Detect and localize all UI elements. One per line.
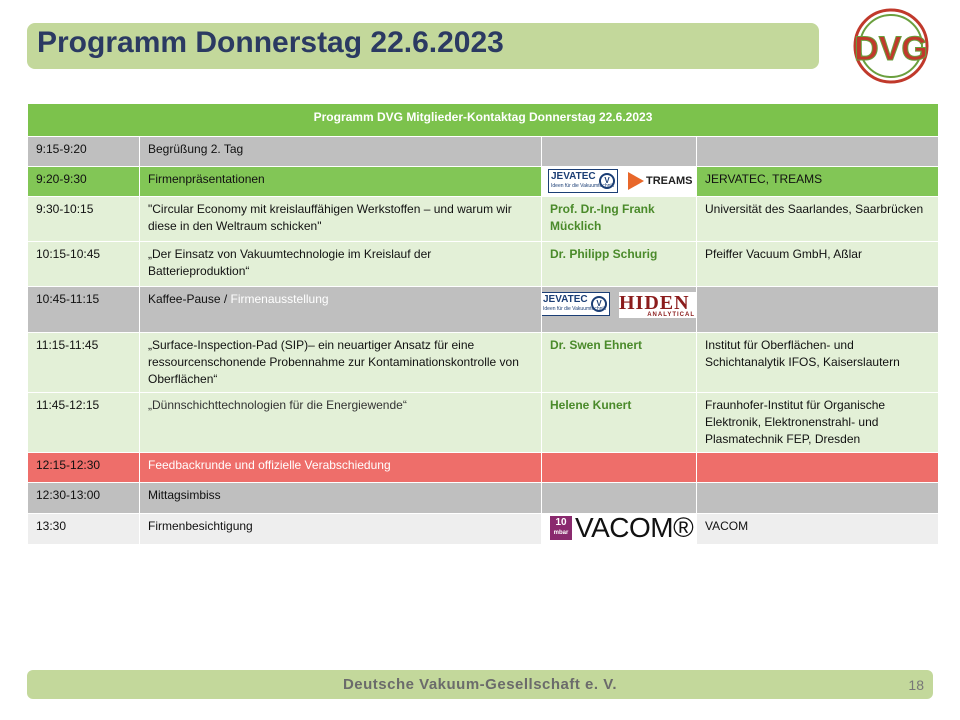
jevatec-logo: JEVATEC Ideen für die Vakuumtechnik V	[548, 169, 618, 193]
table-row	[28, 197, 939, 242]
logo-text: DVG	[854, 30, 928, 68]
table-row	[28, 453, 939, 483]
vacom-badge: 10 mbar	[550, 516, 572, 540]
table-row	[28, 333, 939, 393]
speaker-cell	[542, 453, 697, 483]
speaker-cell: Prof. Dr.-Ing Frank Mücklich	[542, 197, 697, 242]
org-cell	[697, 287, 939, 333]
time-cell: 9:30-10:15	[28, 197, 140, 242]
table-row	[28, 167, 939, 197]
table-row	[28, 137, 939, 167]
speaker-cell	[542, 483, 697, 514]
time-cell: 9:20-9:30	[28, 167, 140, 197]
org-cell: Institut für Oberflächen- und Schichtanalytik IFOS, Kaiserslautern	[697, 333, 939, 393]
speaker-cell: Helene Kunert	[542, 393, 697, 453]
vacom-logo: VACOM®	[575, 513, 694, 543]
time-cell: 11:45-12:15	[28, 393, 140, 453]
logo-cell	[542, 287, 697, 333]
jevatec-v-icon: V	[599, 173, 615, 189]
time-cell: 10:15-10:45	[28, 242, 140, 287]
org-cell	[697, 453, 939, 483]
table-row	[28, 287, 939, 333]
speaker-cell: Dr. Philipp Schurig	[542, 242, 697, 287]
topic-cell: Firmenpräsentationen	[140, 167, 542, 197]
time-cell: 12:30-13:00	[28, 483, 140, 514]
topic-cell: „Surface-Inspection-Pad (SIP)– ein neuartiger Ansatz für eine ressourcenschonende Probennahme zur Kontaminationskontrolle von Oberflächen“	[140, 333, 542, 393]
page-title: Programm Donnerstag 22.6.2023	[37, 26, 504, 59]
org-cell: Pfeiffer Vacuum GmbH, Aßlar	[697, 242, 939, 287]
topic-cell: „Der Einsatz von Vakuumtechnologie im Kreislauf der Batterieproduktion“	[140, 242, 542, 287]
time-cell: 12:15-12:30	[28, 453, 140, 483]
table-row	[28, 514, 939, 545]
table-row	[28, 483, 939, 514]
table-header-row	[28, 104, 939, 137]
jevatec-logo: JEVATEC Ideen für die Vakuumtechnik V	[542, 292, 611, 316]
time-cell: 13:30	[28, 514, 140, 545]
table-header: Programm DVG Mitglieder-Kontaktag Donnerstag 22.6.2023	[28, 104, 939, 137]
org-cell: VACOM	[697, 514, 939, 545]
footer-text: Deutsche Vakuum-Gesellschaft e. V.	[342, 676, 618, 693]
logo-cell	[542, 167, 697, 197]
topic-cell: Begrüßung 2. Tag	[140, 137, 542, 167]
org-cell	[697, 137, 939, 167]
org-cell: Fraunhofer-Institut für Organische Elektronik, Elektronenstrahl- und Plasmatechnik FEP, Dresden	[697, 393, 939, 453]
topic-cell: Kaffee-Pause / Firmenausstellung	[140, 287, 542, 333]
exhibition-label: Firmenausstellung	[230, 292, 329, 306]
speaker-cell: Dr. Swen Ehnert	[542, 333, 697, 393]
org-cell: JERVATEC, TREAMS	[697, 167, 939, 197]
topic-cell: "Circular Economy mit kreislauffähigen Werkstoffen – und warum wir diese in den Weltraum schicken"	[140, 197, 542, 242]
hiden-logo: HIDEN ANALYTICAL	[619, 292, 695, 318]
dvg-logo	[834, 6, 950, 86]
time-cell: 10:45-11:15	[28, 287, 140, 333]
org-cell	[697, 483, 939, 514]
topic-cell: Feedbackrunde und offizielle Verabschiedung	[140, 453, 542, 483]
jevatec-v-icon: V	[591, 296, 607, 312]
table-row	[28, 393, 939, 453]
topic-cell: Mittagsimbiss	[140, 483, 542, 514]
logo-cell	[542, 514, 697, 545]
time-cell: 9:15-9:20	[28, 137, 140, 167]
time-cell: 11:15-11:45	[28, 333, 140, 393]
page-number: 18	[908, 677, 924, 693]
topic-cell: „Dünnschichttechnologien für die Energiewende“	[140, 393, 542, 453]
topic-cell: Firmenbesichtigung	[140, 514, 542, 545]
program-table	[27, 103, 939, 545]
treams-triangle-icon	[628, 172, 644, 190]
speaker-cell	[542, 137, 697, 167]
table-row	[28, 242, 939, 287]
org-cell: Universität des Saarlandes, Saarbrücken	[697, 197, 939, 242]
treams-logo: TREAMS	[628, 169, 697, 193]
